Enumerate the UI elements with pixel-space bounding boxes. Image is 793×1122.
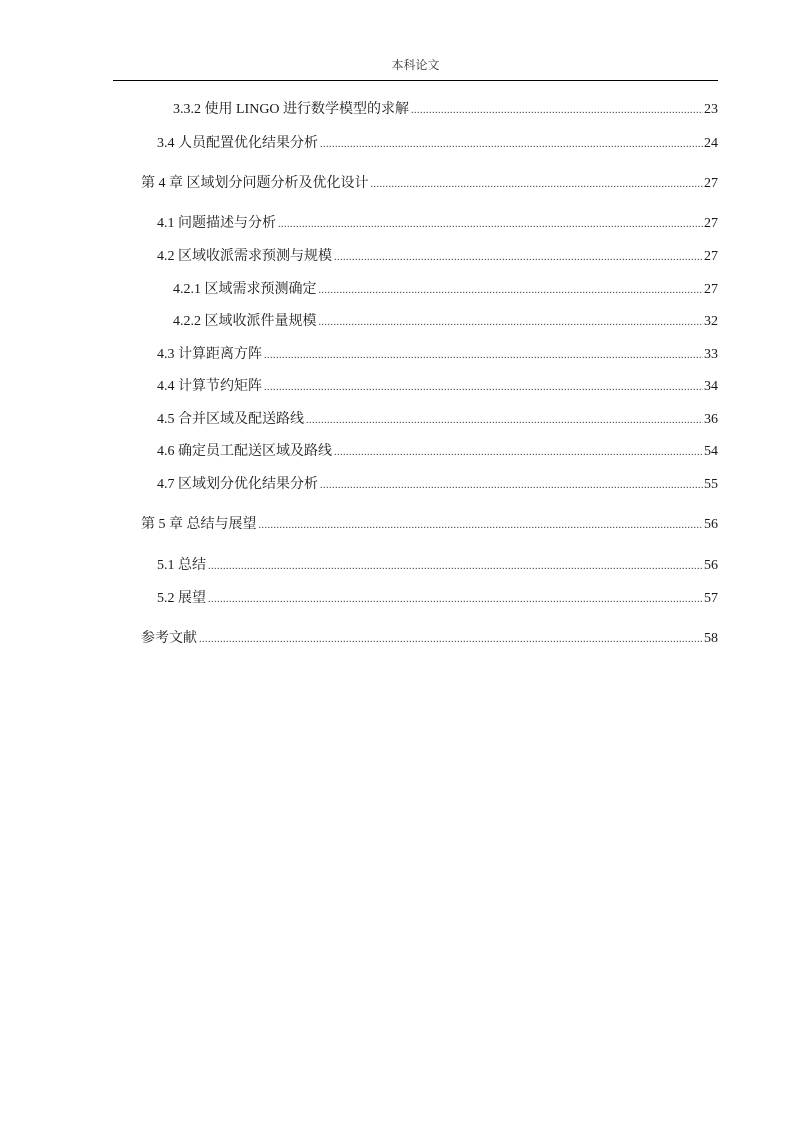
toc-entry-page: 24 [704,136,718,151]
toc-entry-title: 4.2.1 区域需求预测确定 [173,282,317,297]
toc-entry-title: 4.3 计算距离方阵 [157,347,262,362]
toc-entry-page: 58 [704,631,718,646]
toc-entry-title: 参考文献 [141,631,197,646]
toc-entry[interactable] [157,135,718,154]
toc-entry-page: 27 [704,176,718,191]
toc-leader-dots [319,314,704,332]
toc-entry-page: 36 [704,412,718,427]
toc-leader-dots [319,282,704,300]
page-header: 本科论文 [391,58,440,72]
toc-leader-dots [334,444,703,462]
toc-leader-dots [208,558,703,576]
toc-entry-page: 27 [704,249,718,264]
toc-entry[interactable] [157,557,718,576]
toc-entry[interactable] [173,313,718,332]
toc-entry-page: 54 [704,444,718,459]
toc-entry[interactable] [141,630,718,649]
toc-entry-page: 32 [704,314,718,329]
toc-entry-title: 4.2 区域收派需求预测与规模 [157,249,332,264]
toc-leader-dots [199,631,703,649]
toc-entry-title: 4.4 计算节约矩阵 [157,379,262,394]
toc-entry-title: 5.2 展望 [157,591,206,606]
toc-leader-dots [264,379,703,397]
toc-entry-title: 4.5 合并区域及配送路线 [157,412,304,427]
toc-entry[interactable] [141,516,718,535]
toc-entry-page: 33 [704,347,718,362]
toc-entry-page: 34 [704,379,718,394]
toc-leader-dots [320,477,703,495]
toc-entry-title: 第 4 章 区域划分问题分析及优化设计 [141,176,369,191]
toc-entry[interactable] [173,101,718,120]
toc-entry[interactable] [157,443,718,462]
toc-leader-dots [259,517,704,535]
toc-entry[interactable] [173,281,718,300]
toc-leader-dots [278,216,703,234]
toc-leader-dots [320,136,703,154]
toc-leader-dots [208,591,703,609]
toc-entry-title: 4.6 确定员工配送区域及路线 [157,444,332,459]
toc-leader-dots [334,249,703,267]
toc-entry[interactable] [157,411,718,430]
toc-entry[interactable] [157,476,718,495]
toc-entry-page: 27 [704,282,718,297]
toc-entry[interactable] [141,175,718,194]
toc-entry-title: 4.1 问题描述与分析 [157,216,276,231]
toc-entry-page: 56 [704,517,718,532]
toc-entry-title: 5.1 总结 [157,558,206,573]
toc-entry-title: 3.3.2 使用 LINGO 进行数学模型的求解 [173,102,410,117]
toc-entry[interactable] [157,590,718,609]
toc-entry[interactable] [157,346,718,365]
toc-entry-title: 3.4 人员配置优化结果分析 [157,136,318,151]
toc-entry-title: 4.7 区域划分优化结果分析 [157,477,318,492]
toc-entry[interactable] [157,248,718,267]
toc-leader-dots [411,102,703,120]
toc-leader-dots [371,176,704,194]
toc-leader-dots [306,412,703,430]
toc-entry-page: 57 [704,591,718,606]
toc-entry[interactable] [157,215,718,234]
toc-entry-page: 55 [704,477,718,492]
toc-entry-page: 27 [704,216,718,231]
toc-entry[interactable] [157,378,718,397]
toc-entry-page: 56 [704,558,718,573]
toc-leader-dots [264,347,703,365]
toc-entry-page: 23 [704,102,718,117]
toc-entry-title: 第 5 章 总结与展望 [141,517,257,532]
toc-entry-title: 4.2.2 区域收派件量规模 [173,314,317,329]
